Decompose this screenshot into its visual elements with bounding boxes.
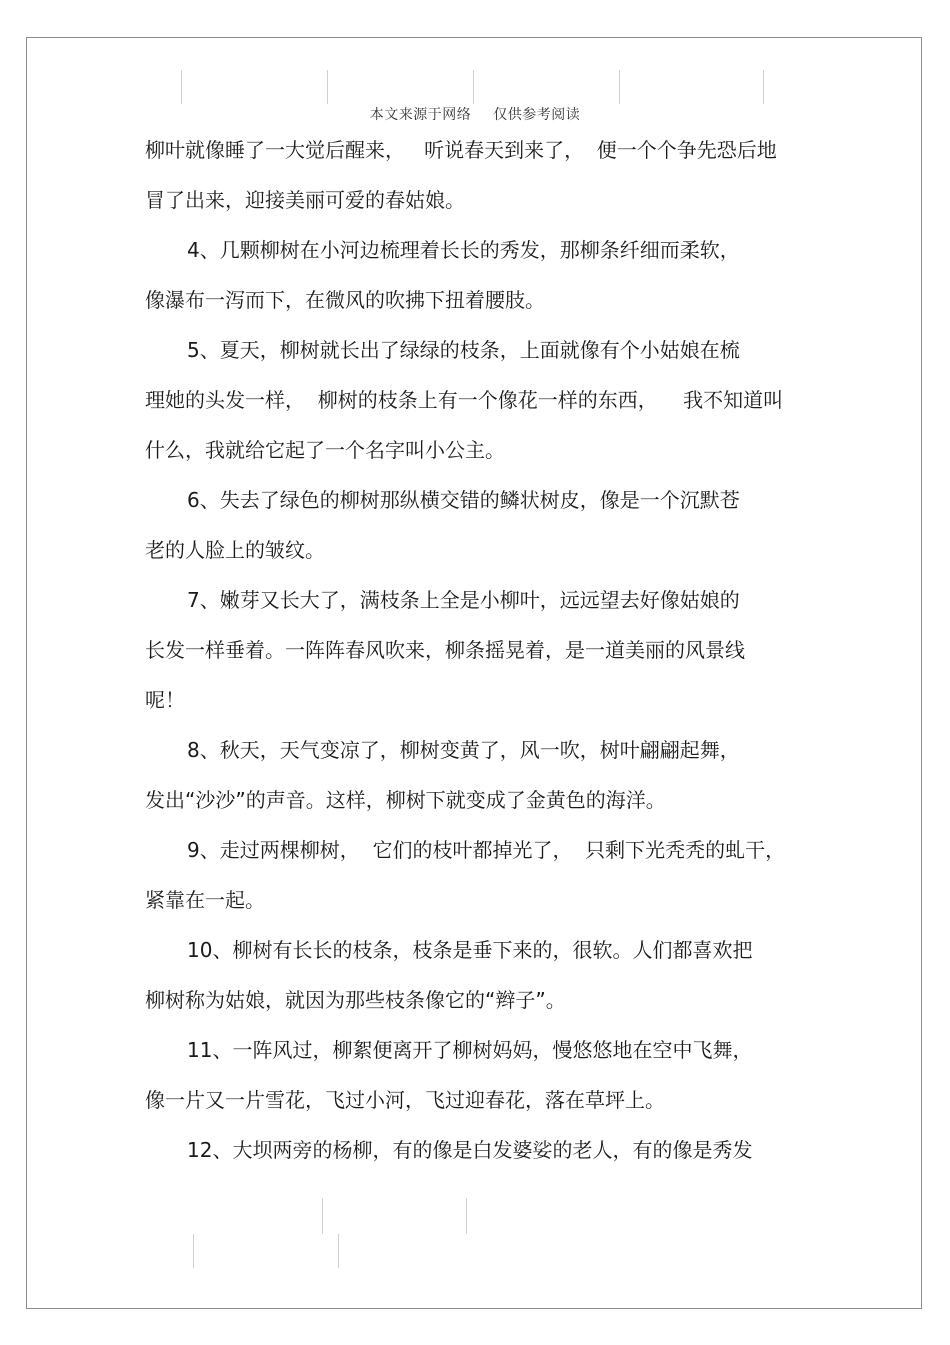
text-line: 老的人脸上的皱纹。: [145, 538, 325, 562]
watermark-source: 本文来源于网络: [369, 107, 472, 123]
text-line: 像一片又一片雪花，飞过小河，飞过迎春花，落在草坪上。: [145, 1088, 665, 1112]
deco-line: [338, 1234, 339, 1268]
text-line: 理她的头发一样， 柳树的枝条上有一个像花一样的东西， 我不知道叫: [145, 388, 784, 412]
watermark: [0, 104, 950, 124]
deco-line: [619, 70, 620, 104]
text-line: 长发一样垂着。一阵阵春风吹来，柳条摇晃着，是一道美丽的风景线: [145, 638, 745, 662]
deco-line: [763, 70, 764, 104]
watermark-reference: 仅供参考阅读: [493, 107, 581, 123]
text-line: 10、柳树有长长的枝条，枝条是垂下来的，很软。人们都喜欢把: [187, 938, 753, 962]
text-line: 11、一阵风过，柳絮便离开了柳树妈妈，慢悠悠地在空中飞舞，: [187, 1038, 753, 1062]
deco-line: [466, 1198, 467, 1234]
text-line: 柳树称为姑娘，就因为那些枝条像它的“辫子”。: [145, 988, 566, 1012]
deco-line: [473, 70, 474, 104]
page-border: [26, 37, 922, 1309]
text-line: 12、大坝两旁的杨柳，有的像是白发婆娑的老人，有的像是秀发: [187, 1138, 753, 1162]
text-line: 4、几颗柳树在小河边梳理着长长的秀发，那柳条纤细而柔软，: [187, 238, 740, 262]
text-line: 像瀑布一泻而下，在微风的吹拂下扭着腰肢。: [145, 288, 545, 312]
text-line: 紧靠在一起。: [145, 888, 265, 912]
text-line: 什么，我就给它起了一个名字叫小公主。: [145, 438, 505, 462]
text-line: 8、秋天，天气变凉了，柳树变黄了，风一吹，树叶翩翩起舞，: [187, 738, 740, 762]
text-line: 9、走过两棵柳树， 它们的枝叶都掉光了， 只剩下光秃秃的虬干，: [187, 838, 786, 862]
deco-line: [181, 70, 182, 104]
text-line: 柳叶就像睡了一大觉后醒来， 听说春天到来了， 便一个个争先恐后地: [145, 138, 777, 162]
deco-line: [193, 1234, 194, 1268]
text-line: 呢！: [145, 688, 185, 712]
text-line: 发出“沙沙”的声音。这样，柳树下就变成了金黄色的海洋。: [145, 788, 666, 812]
text-line: 6、失去了绿色的柳树那纵横交错的鳞状树皮，像是一个沉默苍: [187, 488, 740, 512]
deco-line: [322, 1198, 323, 1234]
text-line: 5、夏天，柳树就长出了绿绿的枝条，上面就像有个小姑娘在梳: [187, 338, 740, 362]
text-line: 7、嫩芽又长大了，满枝条上全是小柳叶，远远望去好像姑娘的: [187, 588, 740, 612]
deco-line: [327, 70, 328, 104]
text-line: 冒了出来，迎接美丽可爱的春姑娘。: [145, 188, 465, 212]
